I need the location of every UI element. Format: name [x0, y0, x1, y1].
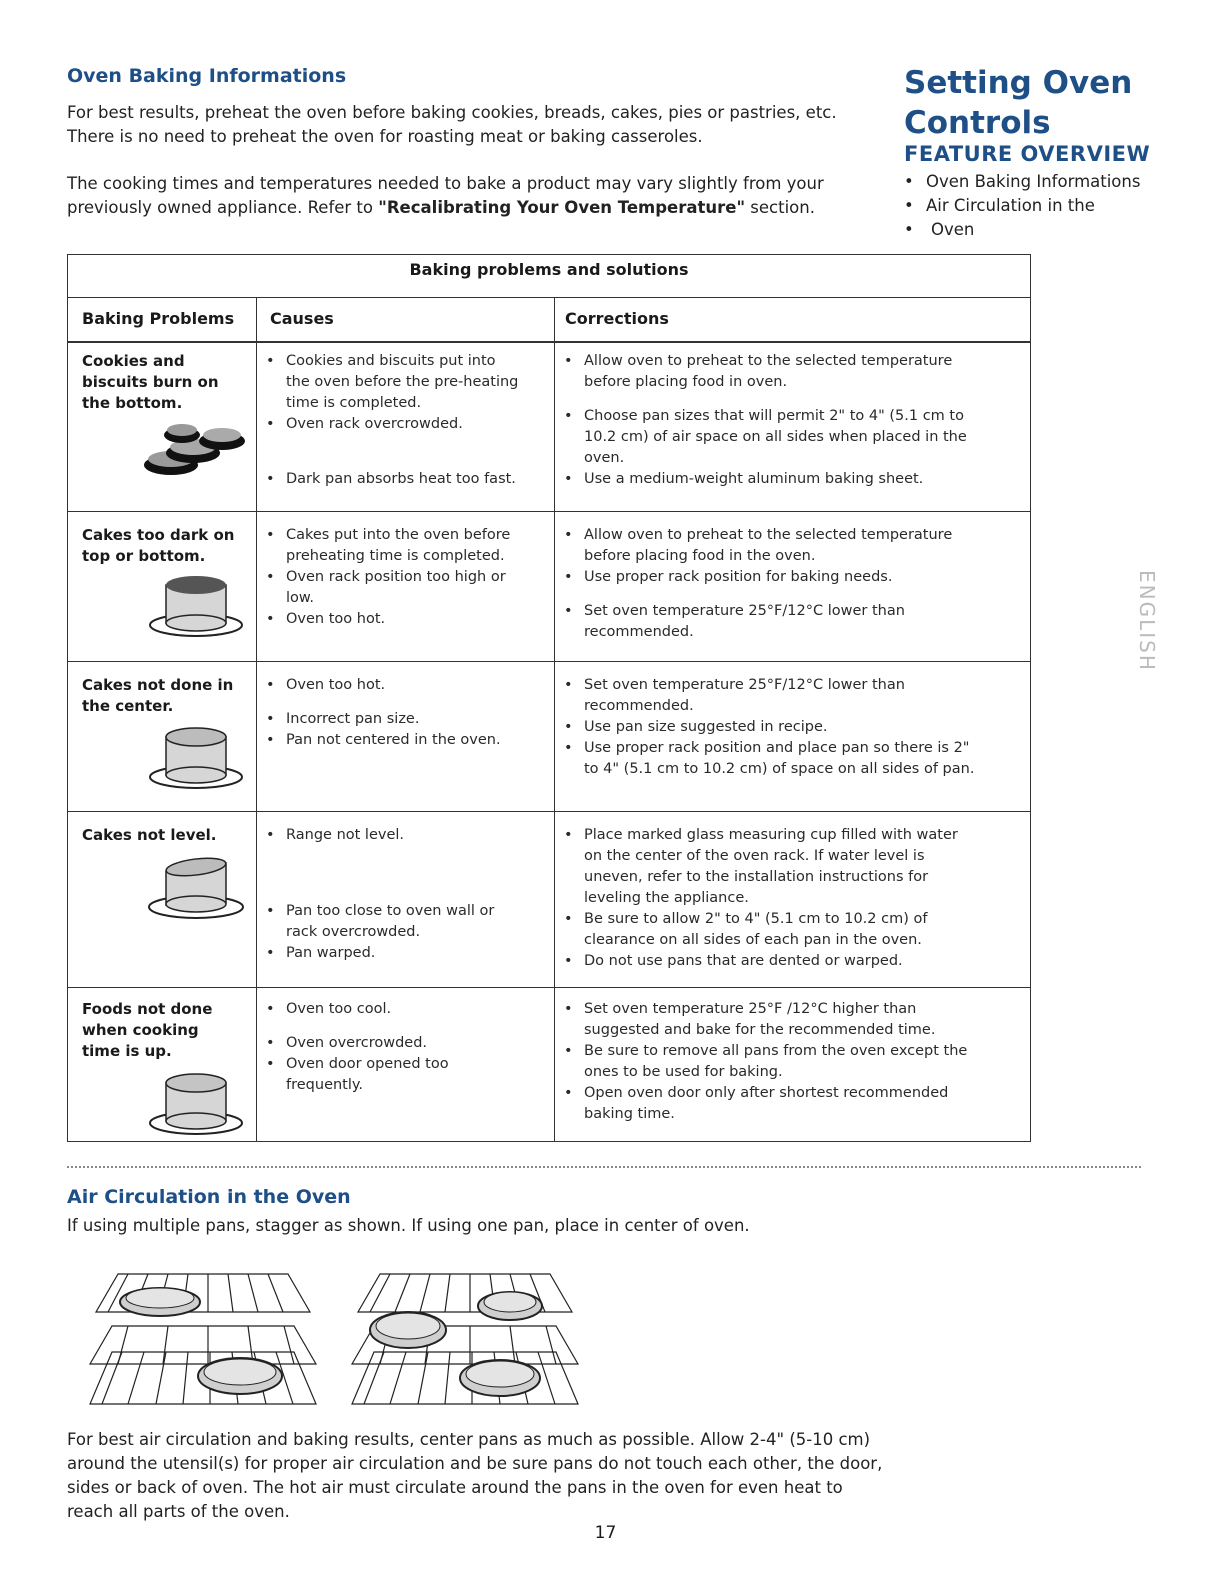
text-line: oven.: [584, 450, 625, 466]
header-causes: Causes: [270, 309, 334, 328]
baking-problems-table: [67, 254, 1031, 1142]
text-line: For best air circulation and baking results, center pans as much as possible. Allow 2-4" (5-10 cm): [67, 1430, 871, 1449]
cause-item: [258, 414, 550, 435]
correction-item: [556, 525, 1026, 567]
problem-line: when cooking: [82, 1021, 199, 1039]
correction-item: [556, 1041, 1026, 1083]
correction-item: [556, 825, 1026, 909]
page-title-line1: Setting Oven: [904, 65, 1133, 101]
para2-line2: [67, 196, 887, 220]
correction-item: [556, 469, 1026, 490]
cause-item: [258, 525, 550, 567]
cause-item: [258, 1033, 550, 1054]
correction-item: [556, 909, 1026, 951]
cause-item: [258, 825, 550, 846]
correction-item: [556, 717, 1026, 738]
text-line: recommended.: [584, 698, 694, 714]
cause-item: [258, 999, 550, 1020]
corrections-cell: [556, 825, 1026, 972]
column-divider: [554, 297, 555, 1141]
feature-item[interactable]: • Air Circulation in the: [898, 194, 1168, 218]
text-line: ones to be used for baking.: [584, 1064, 783, 1080]
cause-item: [258, 901, 550, 943]
page-number: 17: [594, 1523, 617, 1543]
text-line: preheating time is completed.: [286, 548, 505, 564]
air-circulation-paragraph: [67, 1428, 967, 1524]
text-line: • Be sure to allow 2" to 4" (5.1 cm to 10.2 cm) of: [584, 911, 928, 927]
text-line: time is completed.: [286, 395, 422, 411]
correction-item: [556, 1083, 1026, 1125]
text-line: to 4" (5.1 cm to 10.2 cm) of space on all sides of pan.: [584, 761, 975, 777]
cause-item: [258, 469, 550, 490]
text-line: • Open oven door only after shortest recommended: [584, 1085, 949, 1101]
text-line: • Set oven temperature 25°F/12°C lower than: [584, 603, 905, 619]
text-line: leveling the appliance.: [584, 890, 749, 906]
text-line: around the utensil(s) for proper air circulation and be sure pans do not touch each other, the door,: [67, 1454, 883, 1473]
cake-illustration: [146, 725, 246, 791]
text-line: before placing food in oven.: [584, 374, 788, 390]
page-title: [904, 63, 1132, 143]
correction-item: [556, 351, 1026, 393]
header-corrections: Corrections: [565, 309, 669, 328]
text-line: reach all parts of the oven.: [67, 1502, 290, 1521]
caption-divider: [68, 297, 1030, 298]
column-divider: [256, 297, 257, 1141]
text-line: • Be sure to remove all pans from the oven except the: [584, 1043, 968, 1059]
cause-item: [258, 609, 550, 630]
text-line: • Pan too close to oven wall or: [286, 903, 495, 919]
tilted-cake-illustration: [144, 855, 248, 921]
english-label: ENGLISH: [1135, 570, 1159, 672]
problem-line: Cakes not done in: [82, 676, 234, 694]
text-line: • Oven door opened too: [286, 1056, 449, 1072]
corrections-cell: [556, 999, 1026, 1125]
text-line: • Oven too cool.: [286, 1001, 392, 1017]
para1-line2: There is no need to preheat the oven for roasting meat or baking casseroles.: [67, 127, 703, 146]
correction-item: [556, 675, 1026, 717]
text-line: uneven, refer to the installation instructions for: [584, 869, 929, 885]
cause-item: [258, 567, 550, 609]
feature-overview-title: FEATURE OVERVIEW: [904, 142, 1151, 166]
header-problems: Baking Problems: [82, 309, 235, 328]
text-line: frequently.: [286, 1077, 364, 1093]
text-line: • Pan warped.: [286, 945, 376, 961]
text-line: • Oven too hot.: [286, 611, 386, 627]
text-line: • Set oven temperature 25°F /12°C higher than: [584, 1001, 917, 1017]
row-divider: [68, 987, 1030, 988]
text-line: • Dark pan absorbs heat too fast.: [286, 471, 516, 487]
correction-item: [556, 999, 1026, 1041]
text-line: • Incorrect pan size.: [286, 711, 420, 727]
air-circulation-heading: Air Circulation in the Oven: [67, 1186, 351, 1208]
problem-line: time is up.: [82, 1042, 172, 1060]
text-line: clearance on all sides of each pan in the oven.: [584, 932, 922, 948]
air-circulation-intro: If using multiple pans, stagger as shown. If using one pan, place in center of oven.: [67, 1216, 750, 1235]
problem-line: the center.: [82, 697, 174, 715]
text-line: • Use a medium-weight aluminum baking sheet.: [584, 471, 924, 487]
oven-rack-four-pans-illustration: [350, 1268, 580, 1408]
text-line: • Oven too hot.: [286, 677, 386, 693]
causes-cell: [258, 675, 550, 751]
para2-prefix: previously owned appliance. Refer to: [67, 198, 379, 217]
header-divider: [68, 341, 1030, 343]
correction-item: [556, 951, 1026, 972]
cake-illustration: [146, 1071, 246, 1137]
english-side-tab: [1132, 568, 1160, 678]
text-line: • Use pan size suggested in recipe.: [584, 719, 828, 735]
problem-line: Cakes not level.: [82, 826, 217, 844]
page-title-line2: Controls: [904, 105, 1051, 141]
problem-cell: [82, 675, 233, 717]
cause-item: [258, 351, 550, 414]
text-line: recommended.: [584, 624, 694, 640]
oven-rack-two-pans-illustration: [88, 1268, 318, 1408]
cause-item: [258, 1054, 550, 1096]
problem-line: Cookies and: [82, 352, 185, 370]
cause-item: [258, 943, 550, 964]
text-line: rack overcrowded.: [286, 924, 421, 940]
text-line: low.: [286, 590, 315, 606]
oven-baking-paragraph-1: [67, 101, 887, 149]
cake-illustration: [146, 573, 246, 639]
problem-cell: [82, 351, 219, 414]
text-line: • Range not level.: [286, 827, 405, 843]
corrections-cell: [556, 351, 1026, 490]
correction-item: [556, 601, 1026, 643]
text-line: sides or back of oven. The hot air must circulate around the pans in the oven for even heat to: [67, 1478, 843, 1497]
feature-item-continuation[interactable]: • Oven: [898, 218, 1168, 242]
text-line: • Place marked glass measuring cup filled with water: [584, 827, 958, 843]
text-line: • Cookies and biscuits put into: [286, 353, 496, 369]
text-line: • Pan not centered in the oven.: [286, 732, 501, 748]
text-line: • Allow oven to preheat to the selected temperature: [584, 527, 953, 543]
text-line: before placing food in the oven.: [584, 548, 816, 564]
text-line: • Use proper rack position and place pan so there is 2": [584, 740, 970, 756]
text-line: suggested and bake for the recommended time.: [584, 1022, 936, 1038]
correction-item: [556, 406, 1026, 469]
text-line: • Do not use pans that are dented or warped.: [584, 953, 903, 969]
feature-overview-list: [898, 170, 1168, 242]
recalibrating-reference: "Recalibrating Your Oven Temperature": [378, 198, 746, 217]
problem-line: biscuits burn on: [82, 373, 219, 391]
correction-item: [556, 738, 1026, 780]
causes-cell: [258, 825, 550, 964]
cause-item: [258, 675, 550, 696]
causes-cell: [258, 351, 550, 490]
row-divider: [68, 811, 1030, 812]
cookies-illustration: [138, 421, 248, 481]
corrections-cell: [556, 675, 1026, 780]
text-line: baking time.: [584, 1106, 675, 1122]
text-line: • Oven rack overcrowded.: [286, 416, 463, 432]
text-line: • Cakes put into the oven before: [286, 527, 511, 543]
section-divider: [67, 1166, 1141, 1168]
causes-cell: [258, 525, 550, 630]
cause-item: [258, 730, 550, 751]
problem-cell: [82, 825, 217, 846]
text-line: on the center of the oven rack. If water level is: [584, 848, 925, 864]
text-line: • Oven rack position too high or: [286, 569, 506, 585]
correction-item: [556, 567, 1026, 588]
problem-line: top or bottom.: [82, 547, 206, 565]
row-divider: [68, 511, 1030, 512]
corrections-cell: [556, 525, 1026, 643]
problem-line: the bottom.: [82, 394, 183, 412]
para2-suffix: section.: [745, 198, 815, 217]
problem-line: Cakes too dark on: [82, 526, 235, 544]
para1-line1: For best results, preheat the oven before baking cookies, breads, cakes, pies or pastries, etc.: [67, 103, 837, 122]
oven-baking-heading: Oven Baking Informations: [67, 65, 347, 87]
problem-cell: [82, 999, 212, 1062]
para2-line1: The cooking times and temperatures needed to bake a product may vary slightly from your: [67, 174, 824, 193]
causes-cell: [258, 999, 550, 1096]
text-line: the oven before the pre-heating: [286, 374, 519, 390]
feature-item[interactable]: • Oven Baking Informations: [898, 170, 1168, 194]
problem-cell: [82, 525, 234, 567]
text-line: 10.2 cm) of air space on all sides when placed in the: [584, 429, 967, 445]
text-line: • Set oven temperature 25°F/12°C lower than: [584, 677, 905, 693]
text-line: • Allow oven to preheat to the selected temperature: [584, 353, 953, 369]
oven-baking-paragraph-2: [67, 172, 887, 220]
table-caption: Baking problems and solutions: [409, 260, 689, 279]
cause-item: [258, 709, 550, 730]
text-line: • Oven overcrowded.: [286, 1035, 428, 1051]
text-line: • Choose pan sizes that will permit 2" to 4" (5.1 cm to: [584, 408, 964, 424]
problem-line: Foods not done: [82, 1000, 213, 1018]
text-line: • Use proper rack position for baking needs.: [584, 569, 893, 585]
row-divider: [68, 661, 1030, 662]
